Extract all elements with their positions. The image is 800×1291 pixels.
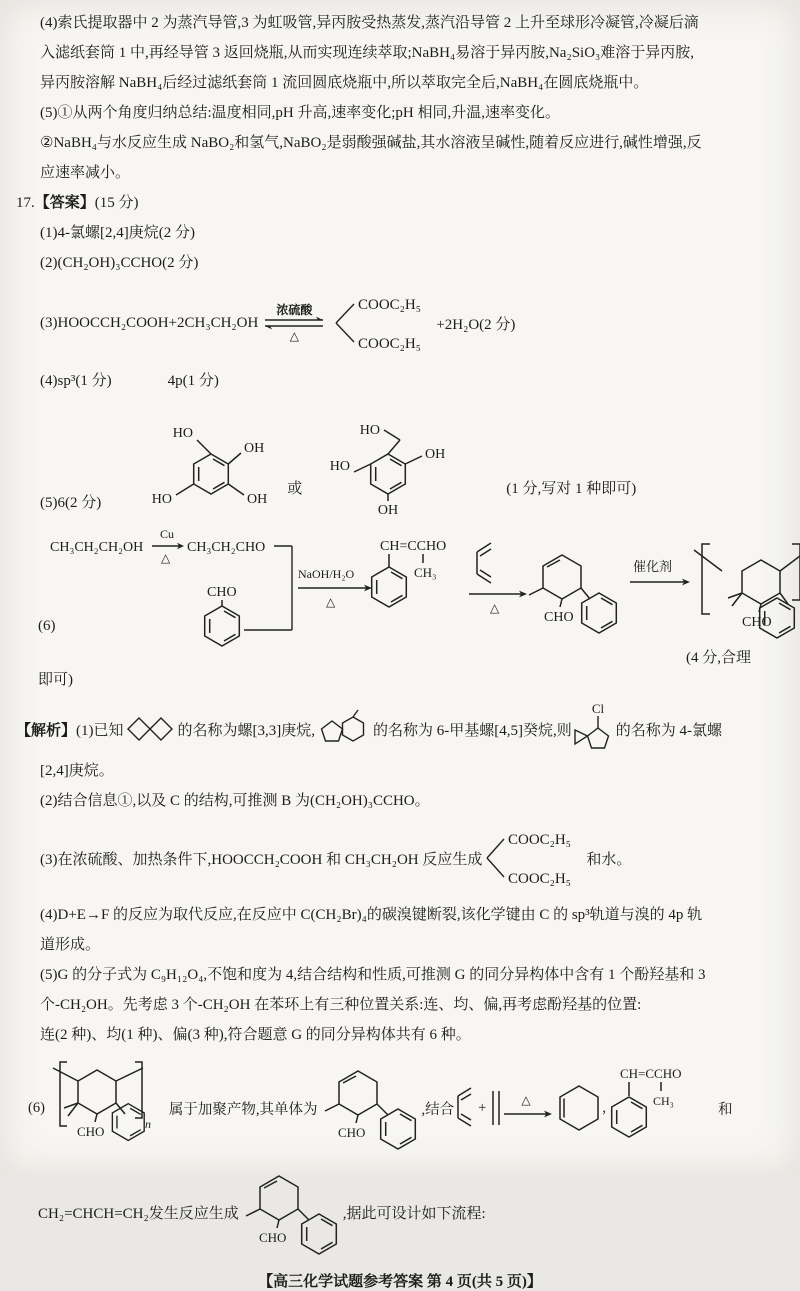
and-text: 和	[717, 1101, 733, 1118]
cl-label: Cl	[591, 701, 604, 716]
cho-label: CHO	[258, 1230, 287, 1245]
analysis-p6c: CH₂=CHCH=CH₂发生反应生成	[38, 1205, 239, 1222]
q16-line-6: 应速率减小。	[40, 165, 131, 181]
q17-answer-3-equation	[0, 282, 800, 364]
delta-label: △	[326, 595, 336, 609]
delta-label: △	[521, 1093, 531, 1107]
propanal-formula: CH₃CH₂CHO	[187, 540, 266, 555]
naoh-condition: NaOH/H₂O	[298, 567, 355, 581]
phenyl-ring	[760, 598, 795, 638]
cho-label: CHO	[337, 1125, 365, 1140]
q16-line-5: ②NaBH₄与水反应生成 NaBO₂和氢气,NaBO₂是弱酸强碱盐,其水溶液呈碱性,随着反应进行,碱性增强,反	[40, 135, 702, 151]
right-bracket	[792, 544, 800, 600]
comma-text: ,	[602, 1099, 606, 1116]
analysis-p5-line1: (5)G 的分子式为 C₉H₁₂O₄,不饱和度为 4,结合结构和性质,可推测 G 的同分异构体中含有 1 个酚羟基和 3	[40, 967, 706, 983]
oh-label: OH	[247, 492, 268, 507]
polymer-structure	[51, 1054, 169, 1162]
ho-label: HO	[173, 426, 194, 441]
answer-4-4p: 4p(1 分)	[167, 373, 219, 389]
analysis-p1c: 的名称为 6-甲基螺[4,5]癸烷,则	[373, 722, 572, 739]
monomer-structure	[239, 1164, 343, 1260]
analysis-p6-label: (6)	[28, 1099, 45, 1116]
catalyst-label: 催化剂	[633, 559, 673, 574]
analysis-p1-line2: [2,4]庚烷。	[40, 763, 114, 779]
analysis-p1d: 的名称为 4-氯螺	[615, 722, 723, 739]
answer-6-label: (6)	[38, 618, 56, 634]
analysis-p5-line3: 连(2 种)、均(1 种)、偏(3 种),符合题意 G 的同分异构体共有 6 种。	[40, 1027, 471, 1043]
enal-structure	[606, 1062, 710, 1154]
equilibrium-arrows	[262, 317, 326, 329]
benzaldehyde-ring	[205, 606, 240, 646]
q16-line-3: 异丙胺溶解 NaBH₄后经过滤纸套筒 1 流回圆底烧瓶中,所以萃取完全后,NaBH₄在圆底烧瓶中。	[40, 75, 649, 91]
analysis-p6a: 属于加聚产物,其单体为	[168, 1101, 318, 1118]
analysis-p6b: ,结合	[421, 1101, 455, 1118]
ester-top-label: COOC₂H₅	[508, 832, 572, 848]
benzene-triol-structure-a	[115, 404, 287, 516]
q17-answer-1: (1)4-氯螺[2,4]庚烷(2 分)	[40, 225, 195, 241]
q16-line-2: 入滤纸套筒 1 中,再经导管 3 返回烧瓶,从而实现连续萃取;NaBH₄易溶于异丙胺,Na₂SiO₃难溶于异丙胺,	[40, 45, 695, 61]
analysis-p6-line2	[0, 1164, 800, 1260]
q17-number: 17.	[16, 195, 35, 211]
chlorospiro24-structure	[572, 702, 616, 756]
plus-sign: +	[478, 1099, 487, 1116]
oh-label: OH	[425, 447, 446, 462]
ch3-label: CH₃	[652, 1094, 674, 1108]
answer-5-note: (1 分,写对 1 种即可)	[506, 481, 637, 497]
delta-arrow	[502, 1092, 556, 1124]
benzene-triol-structure-b	[308, 398, 466, 516]
delta-label: △	[490, 601, 500, 615]
diester-structure	[482, 818, 586, 898]
eq3-lhs: (3)HOOCCH₂COOH+2CH₃CH₂OH	[40, 314, 259, 331]
enal-formula: CH=CCHO	[380, 539, 447, 554]
answer-4-sp3: (4)sp³(1 分)	[40, 373, 112, 389]
q17-header	[0, 188, 800, 218]
equilibrium-condition	[262, 304, 326, 343]
answer-6-note2: 即可)	[38, 672, 73, 688]
analysis-p4-line2: 道形成。	[40, 937, 101, 953]
ester-bottom-label: COOC₂H₅	[358, 336, 422, 352]
cho-label: CHO	[76, 1124, 105, 1139]
cyclohexene-structure	[556, 1084, 602, 1132]
analysis-tag: 【解析】	[16, 722, 77, 739]
ho-label: HO	[152, 492, 173, 507]
ester-top-label: COOC₂H₅	[358, 297, 422, 313]
synthesis-scheme-svg	[50, 522, 798, 672]
analysis-p3b: 和水。	[586, 851, 632, 868]
n-label: n	[144, 1117, 151, 1131]
analysis-p1b: 的名称为螺[3,3]庚烷,	[177, 722, 316, 739]
oh-label: OH	[244, 441, 265, 456]
adduct-ring	[529, 555, 590, 607]
ethylene-structure	[490, 1087, 502, 1129]
delta-label: △	[161, 551, 171, 565]
spiro45-methyl-structure	[315, 709, 373, 749]
analysis-p6d: ,据此可设计如下流程:	[342, 1205, 486, 1222]
cu-label: Cu	[160, 527, 175, 541]
polymer-ring	[728, 550, 800, 612]
q17-answer-4	[0, 366, 800, 396]
eq3-rhs: +2H₂O(2 分)	[436, 316, 516, 333]
answer-6-note1: (4 分,合理	[686, 650, 751, 666]
phenyl-ring	[582, 593, 617, 633]
analysis-p1a: (1)已知	[76, 722, 124, 739]
oh-label: OH	[378, 503, 399, 518]
q17-score: (15 分)	[94, 195, 139, 211]
analysis-p3	[0, 818, 800, 898]
ho-label: HO	[360, 423, 381, 438]
eq3-condition-bottom: △	[289, 328, 299, 343]
spiro33-structure	[124, 712, 178, 746]
ester-bottom-label: COOC₂H₅	[508, 871, 572, 887]
phenyl-ring	[112, 1104, 144, 1141]
butadiene-structure	[454, 1084, 474, 1132]
q16-line-1: (4)索氏提取器中 2 为蒸汽导管,3 为虹吸管,异丙胺受热蒸发,蒸汽沿导管 2 上升至球形冷凝管,冷凝后滴	[40, 15, 699, 31]
analysis-p2: (2)结合信息①,以及 C 的结构,可推测 B 为(CH₂OH)₃CCHO。	[40, 793, 430, 809]
diester-structure	[330, 282, 436, 364]
cho-label: CHO	[207, 585, 237, 600]
q17-answer-5	[0, 398, 800, 516]
cho-label: CHO	[544, 610, 574, 625]
phenyl-ring	[612, 1097, 647, 1137]
analysis-p1	[0, 702, 800, 756]
analysis-p3a: (3)在浓硫酸、加热条件下,HOOCCH₂COOH 和 CH₃CH₂OH 反应生成	[40, 851, 483, 868]
q17-answer-6-scheme	[0, 522, 800, 698]
phenyl-ring	[380, 1109, 415, 1149]
eq3-condition-top: 浓硫酸	[276, 302, 313, 317]
q17-answer-2: (2)(CH₂OH)₃CCHO(2 分)	[40, 255, 199, 271]
left-bracket	[702, 544, 710, 614]
ho-label: HO	[330, 459, 351, 474]
answer-tag: 【答案】	[34, 195, 95, 211]
phenyl-ring	[301, 1214, 336, 1254]
or-text: 或	[287, 481, 303, 497]
enal-formula: CH=CCHO	[619, 1066, 682, 1081]
propanol-formula: CH₃CH₂CH₂OH	[50, 540, 144, 555]
analysis-p4-line1: (4)D+E→F 的反应为取代反应,在反应中 C(CH₂Br)₄的碳溴键断裂,该化学键由 C 的 sp³轨道与溴的 4p 轨	[40, 907, 703, 923]
ch3-label: CH₃	[414, 565, 437, 580]
q16-line-4: (5)①从两个角度归纳总结:温度相同,pH 升高,速率变化;pH 相同,升温,速率变化。	[40, 105, 560, 121]
phenyl-ring	[372, 567, 407, 607]
analysis-p6	[0, 1054, 800, 1162]
cho-label: CHO	[742, 615, 772, 630]
answer-5-label: (5)6(2 分)	[40, 495, 102, 511]
analysis-p5-line2: 个-CH₂OH。先考虑 3 个-CH₂OH 在苯环上有三种位置关系:连、均、偏,再考虑酚羟基的位置:	[40, 997, 642, 1013]
monomer-structure	[318, 1059, 422, 1157]
page-footer: 【高三化学试题参考答案 第 4 页(共 5 页)】	[258, 1274, 542, 1290]
